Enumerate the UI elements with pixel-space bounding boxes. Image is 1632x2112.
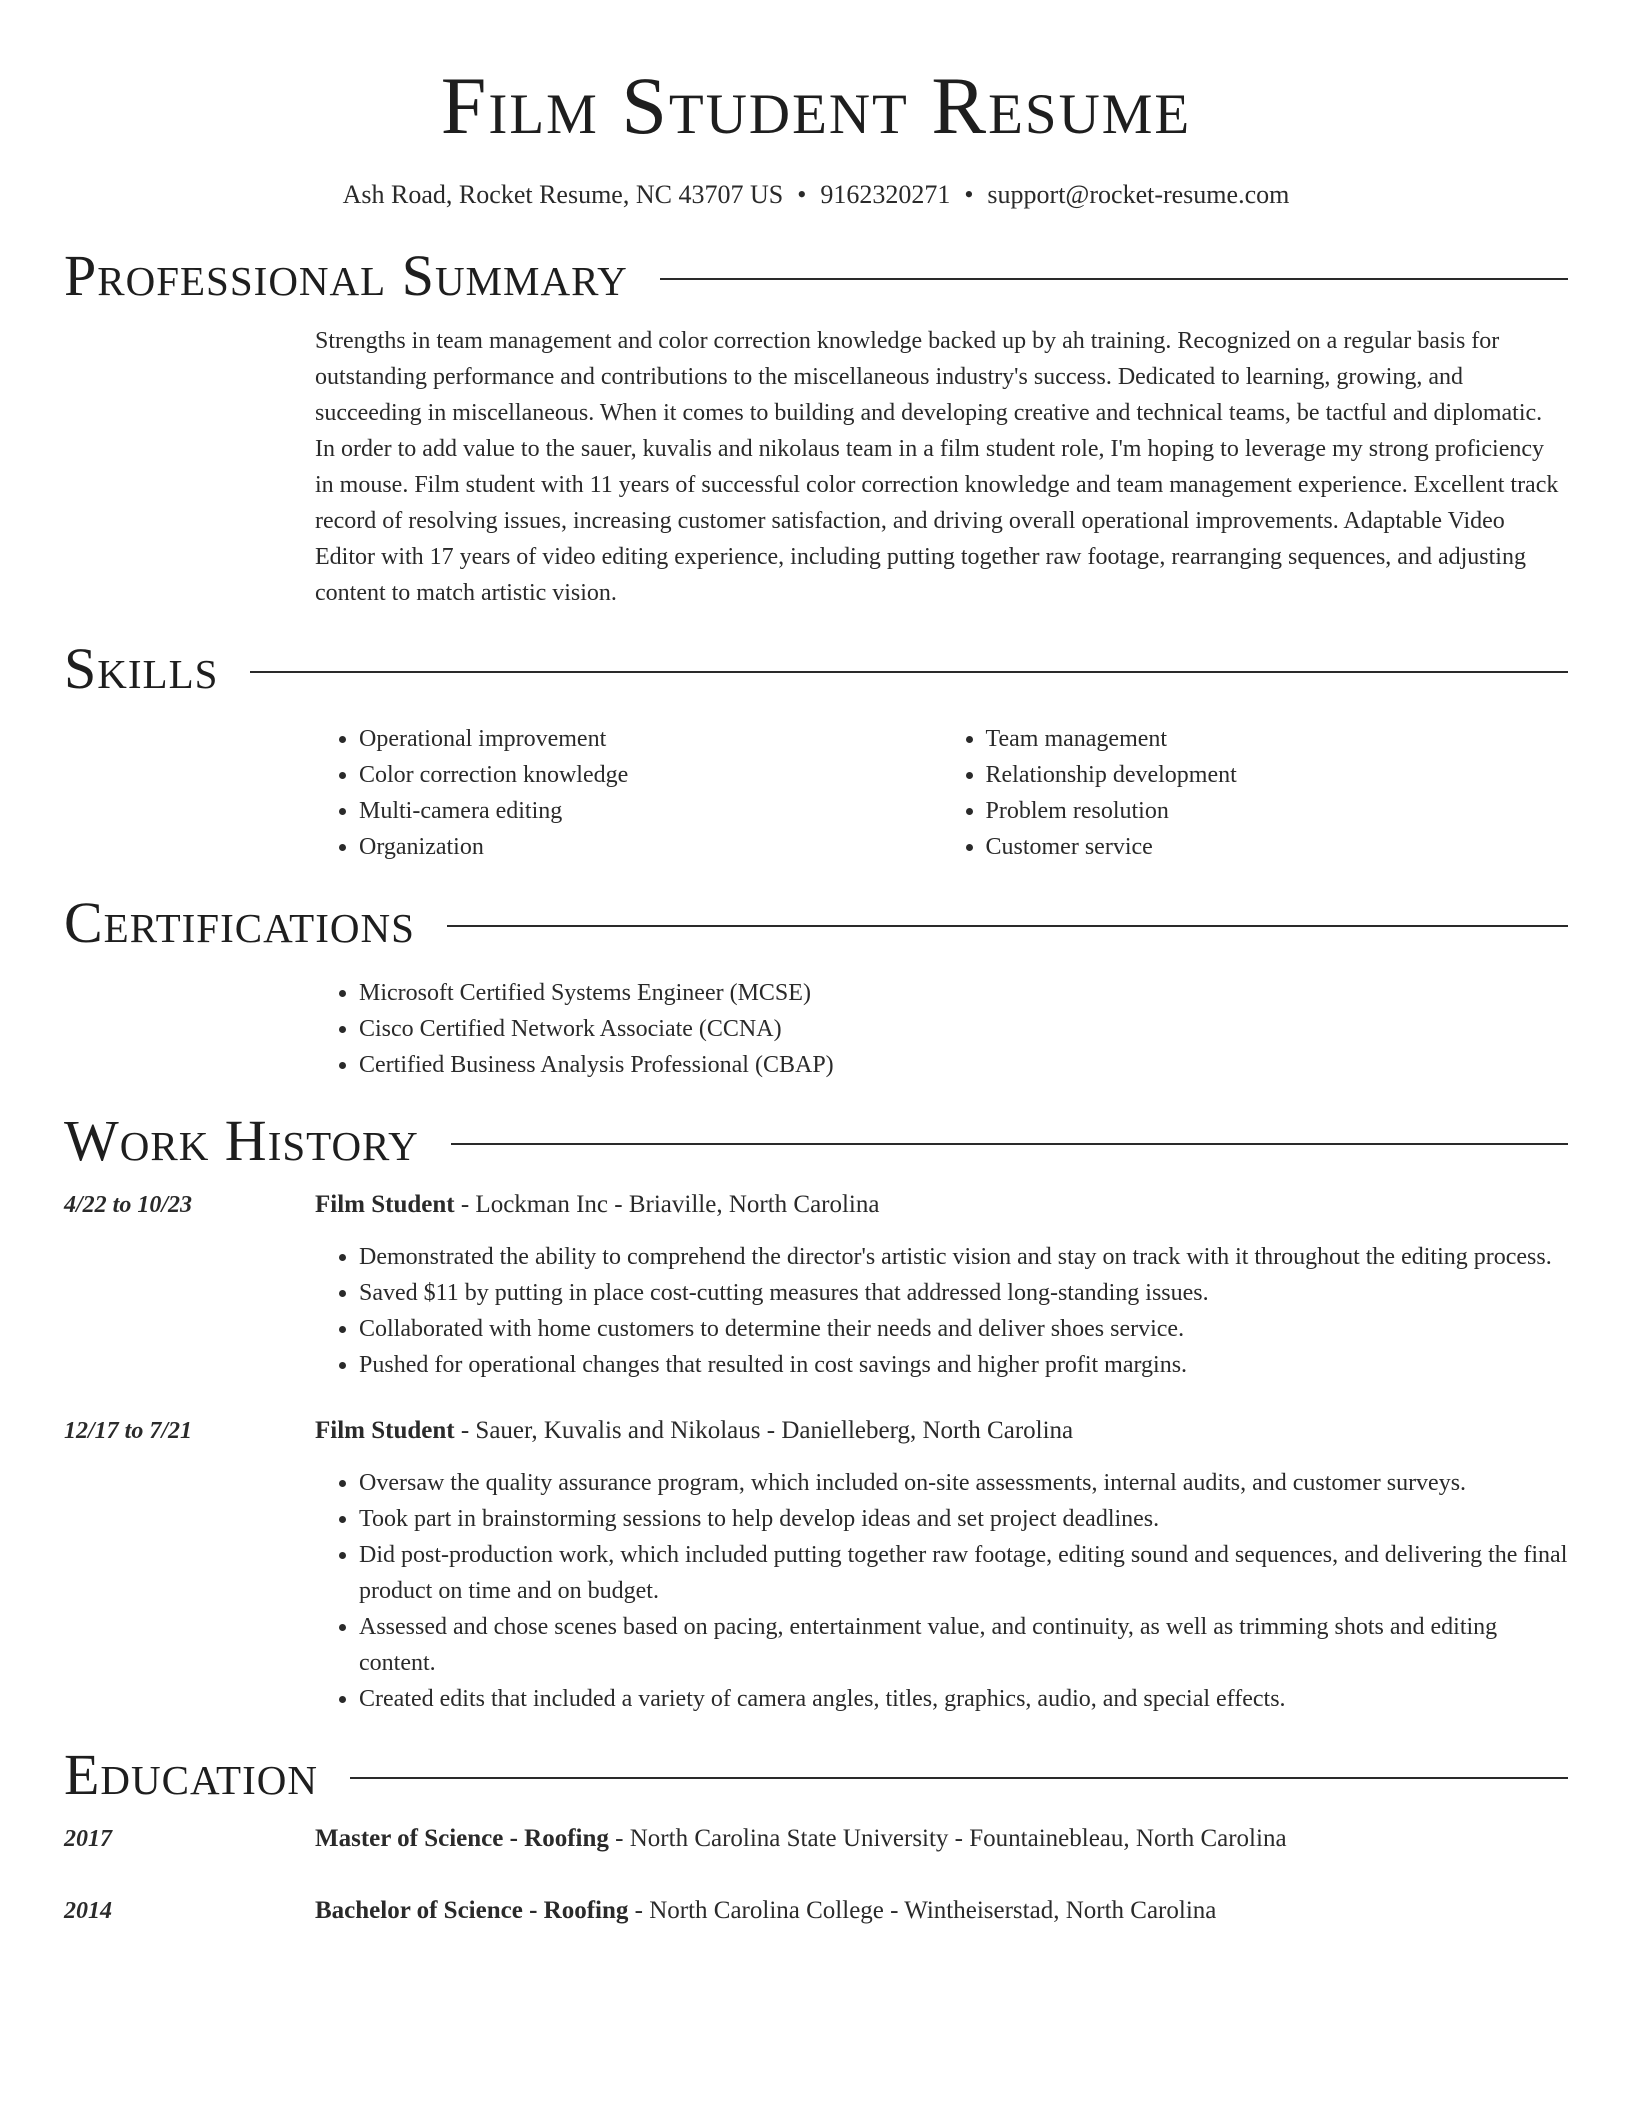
education-section-header <box>64 1742 1568 1807</box>
job-bullet: • Collaborated with home customers to determine their needs and deliver shoes service. <box>359 1311 1568 1347</box>
education-body <box>315 1821 1568 1857</box>
education-date: 2017 <box>64 1826 112 1852</box>
certifications-section-header <box>64 890 1568 955</box>
skill-item: • Problem resolution <box>986 793 1569 829</box>
section-divider <box>447 925 1568 927</box>
work-section-header <box>64 1108 1568 1173</box>
bullet-separator: • <box>964 180 974 209</box>
certifications-list <box>315 975 1568 1083</box>
email-text: support@rocket-resume.com <box>987 180 1290 209</box>
section-divider <box>250 671 1568 673</box>
job-date: 12/17 to 7/21 <box>64 1418 193 1444</box>
skills-list-right <box>942 721 1569 865</box>
skills-heading: Skills <box>64 636 219 701</box>
skill-item: • Team management <box>986 721 1569 757</box>
education-date: 2014 <box>64 1898 112 1924</box>
education-details: - North Carolina State University - Fountainebleau, North Carolina <box>608 1825 1287 1852</box>
skill-item: • Customer service <box>986 829 1569 865</box>
job-bullet: • Saved $11 by putting in place cost-cutting measures that addressed long-standing issues. <box>359 1275 1568 1311</box>
job-bullet: • Demonstrated the ability to comprehend the director's artistic vision and stay on track with it throughout the editing process. <box>359 1239 1568 1275</box>
job-body <box>315 1413 1568 1717</box>
education-degree: Bachelor of Science - Roofing <box>315 1897 629 1924</box>
skill-item: • Color correction knowledge <box>359 757 942 793</box>
education-heading-line <box>315 1821 1568 1857</box>
job-bullet: • Pushed for operational changes that resulted in cost savings and higher profit margins. <box>359 1347 1568 1383</box>
summary-text: Strengths in team management and color correction knowledge backed up by ah training. Recognized on a regular basis for outstanding performance and contributions to the miscellaneous industry's success. Dedicated to learning, growing, and succeeding in miscellaneous. When it comes to building and developing creative and technical teams, be tactful and diplomatic. In order to add value to the sauer, kuvalis and nikolaus team in a film student role, I'm hoping to leverage my strong proficiency in mouse. Film student with 11 years of successful color correction knowledge and team management experience. Excellent track record of resolving issues, increasing customer satisfaction, and driving overall operational improvements. Adaptable Video Editor with 17 years of video editing experience, including putting together raw footage, rearranging sequences, and adjusting content to match artistic vision. <box>315 328 1559 606</box>
job-bullet: • Assessed and chose scenes based on pacing, entertainment value, and continuity, as well as trimming shots and editing content. <box>359 1609 1568 1681</box>
skill-item: • Operational improvement <box>359 721 942 757</box>
bullet-separator: • <box>797 180 807 209</box>
education-degree: Master of Science - Roofing <box>315 1825 609 1852</box>
education-heading-line <box>315 1893 1568 1929</box>
job-entry <box>64 1413 1568 1717</box>
job-bullet: • Did post-production work, which included putting together raw footage, editing sound and sequences, and delivering the final product on time and on budget. <box>359 1537 1568 1609</box>
section-divider <box>660 278 1568 280</box>
education-entry <box>64 1821 1568 1857</box>
education-details: - North Carolina College - Wintheiserstad, North Carolina <box>628 1897 1217 1924</box>
skills-section <box>315 721 1568 865</box>
education-heading: Education <box>64 1742 318 1807</box>
job-bullet: • Oversaw the quality assurance program, which included on-site assessments, internal audits, and customer surveys. <box>359 1465 1568 1501</box>
job-body <box>315 1187 1568 1383</box>
skills-list-left <box>315 721 942 865</box>
job-role: Film Student <box>315 1417 455 1444</box>
section-divider <box>451 1143 1568 1145</box>
job-bullets <box>315 1239 1568 1383</box>
certifications-heading: Certifications <box>64 890 415 955</box>
skills-section-header <box>64 636 1568 701</box>
skill-item: • Relationship development <box>986 757 1569 793</box>
resume-title: Film Student Resume <box>440 60 1192 151</box>
job-details: - Lockman Inc - Briaville, North Carolina <box>454 1191 880 1218</box>
job-entry <box>64 1187 1568 1383</box>
certifications-section <box>315 975 1568 1083</box>
job-role: Film Student <box>315 1191 455 1218</box>
section-divider <box>350 1777 1568 1779</box>
job-details: - Sauer, Kuvalis and Nikolaus - Danielleberg, North Carolina <box>454 1417 1074 1444</box>
certification-item: • Cisco Certified Network Associate (CCNA) <box>359 1011 1568 1047</box>
job-bullets <box>315 1465 1568 1717</box>
certification-item: • Certified Business Analysis Professional (CBAP) <box>359 1047 1568 1083</box>
job-heading <box>315 1187 1568 1223</box>
phone-text: 9162320271 <box>820 180 951 209</box>
job-bullet: • Created edits that included a variety of camera angles, titles, graphics, audio, and special effects. <box>359 1681 1568 1717</box>
education-entry <box>64 1893 1568 1929</box>
summary-section <box>315 323 1568 611</box>
education-body <box>315 1893 1568 1929</box>
address-text: Ash Road, Rocket Resume, NC 43707 US <box>342 180 784 209</box>
job-date: 4/22 to 10/23 <box>64 1192 193 1218</box>
summary-heading: Professional Summary <box>64 243 628 308</box>
skill-item: • Multi-camera editing <box>359 793 942 829</box>
certification-item: • Microsoft Certified Systems Engineer (MCSE) <box>359 975 1568 1011</box>
contact-line <box>64 179 1568 211</box>
job-bullet: • Took part in brainstorming sessions to help develop ideas and set project deadlines. <box>359 1501 1568 1537</box>
resume-page <box>64 0 1568 1929</box>
work-heading: Work History <box>64 1108 419 1173</box>
summary-section-header <box>64 243 1568 308</box>
job-heading <box>315 1413 1568 1449</box>
skill-item: • Organization <box>359 829 942 865</box>
